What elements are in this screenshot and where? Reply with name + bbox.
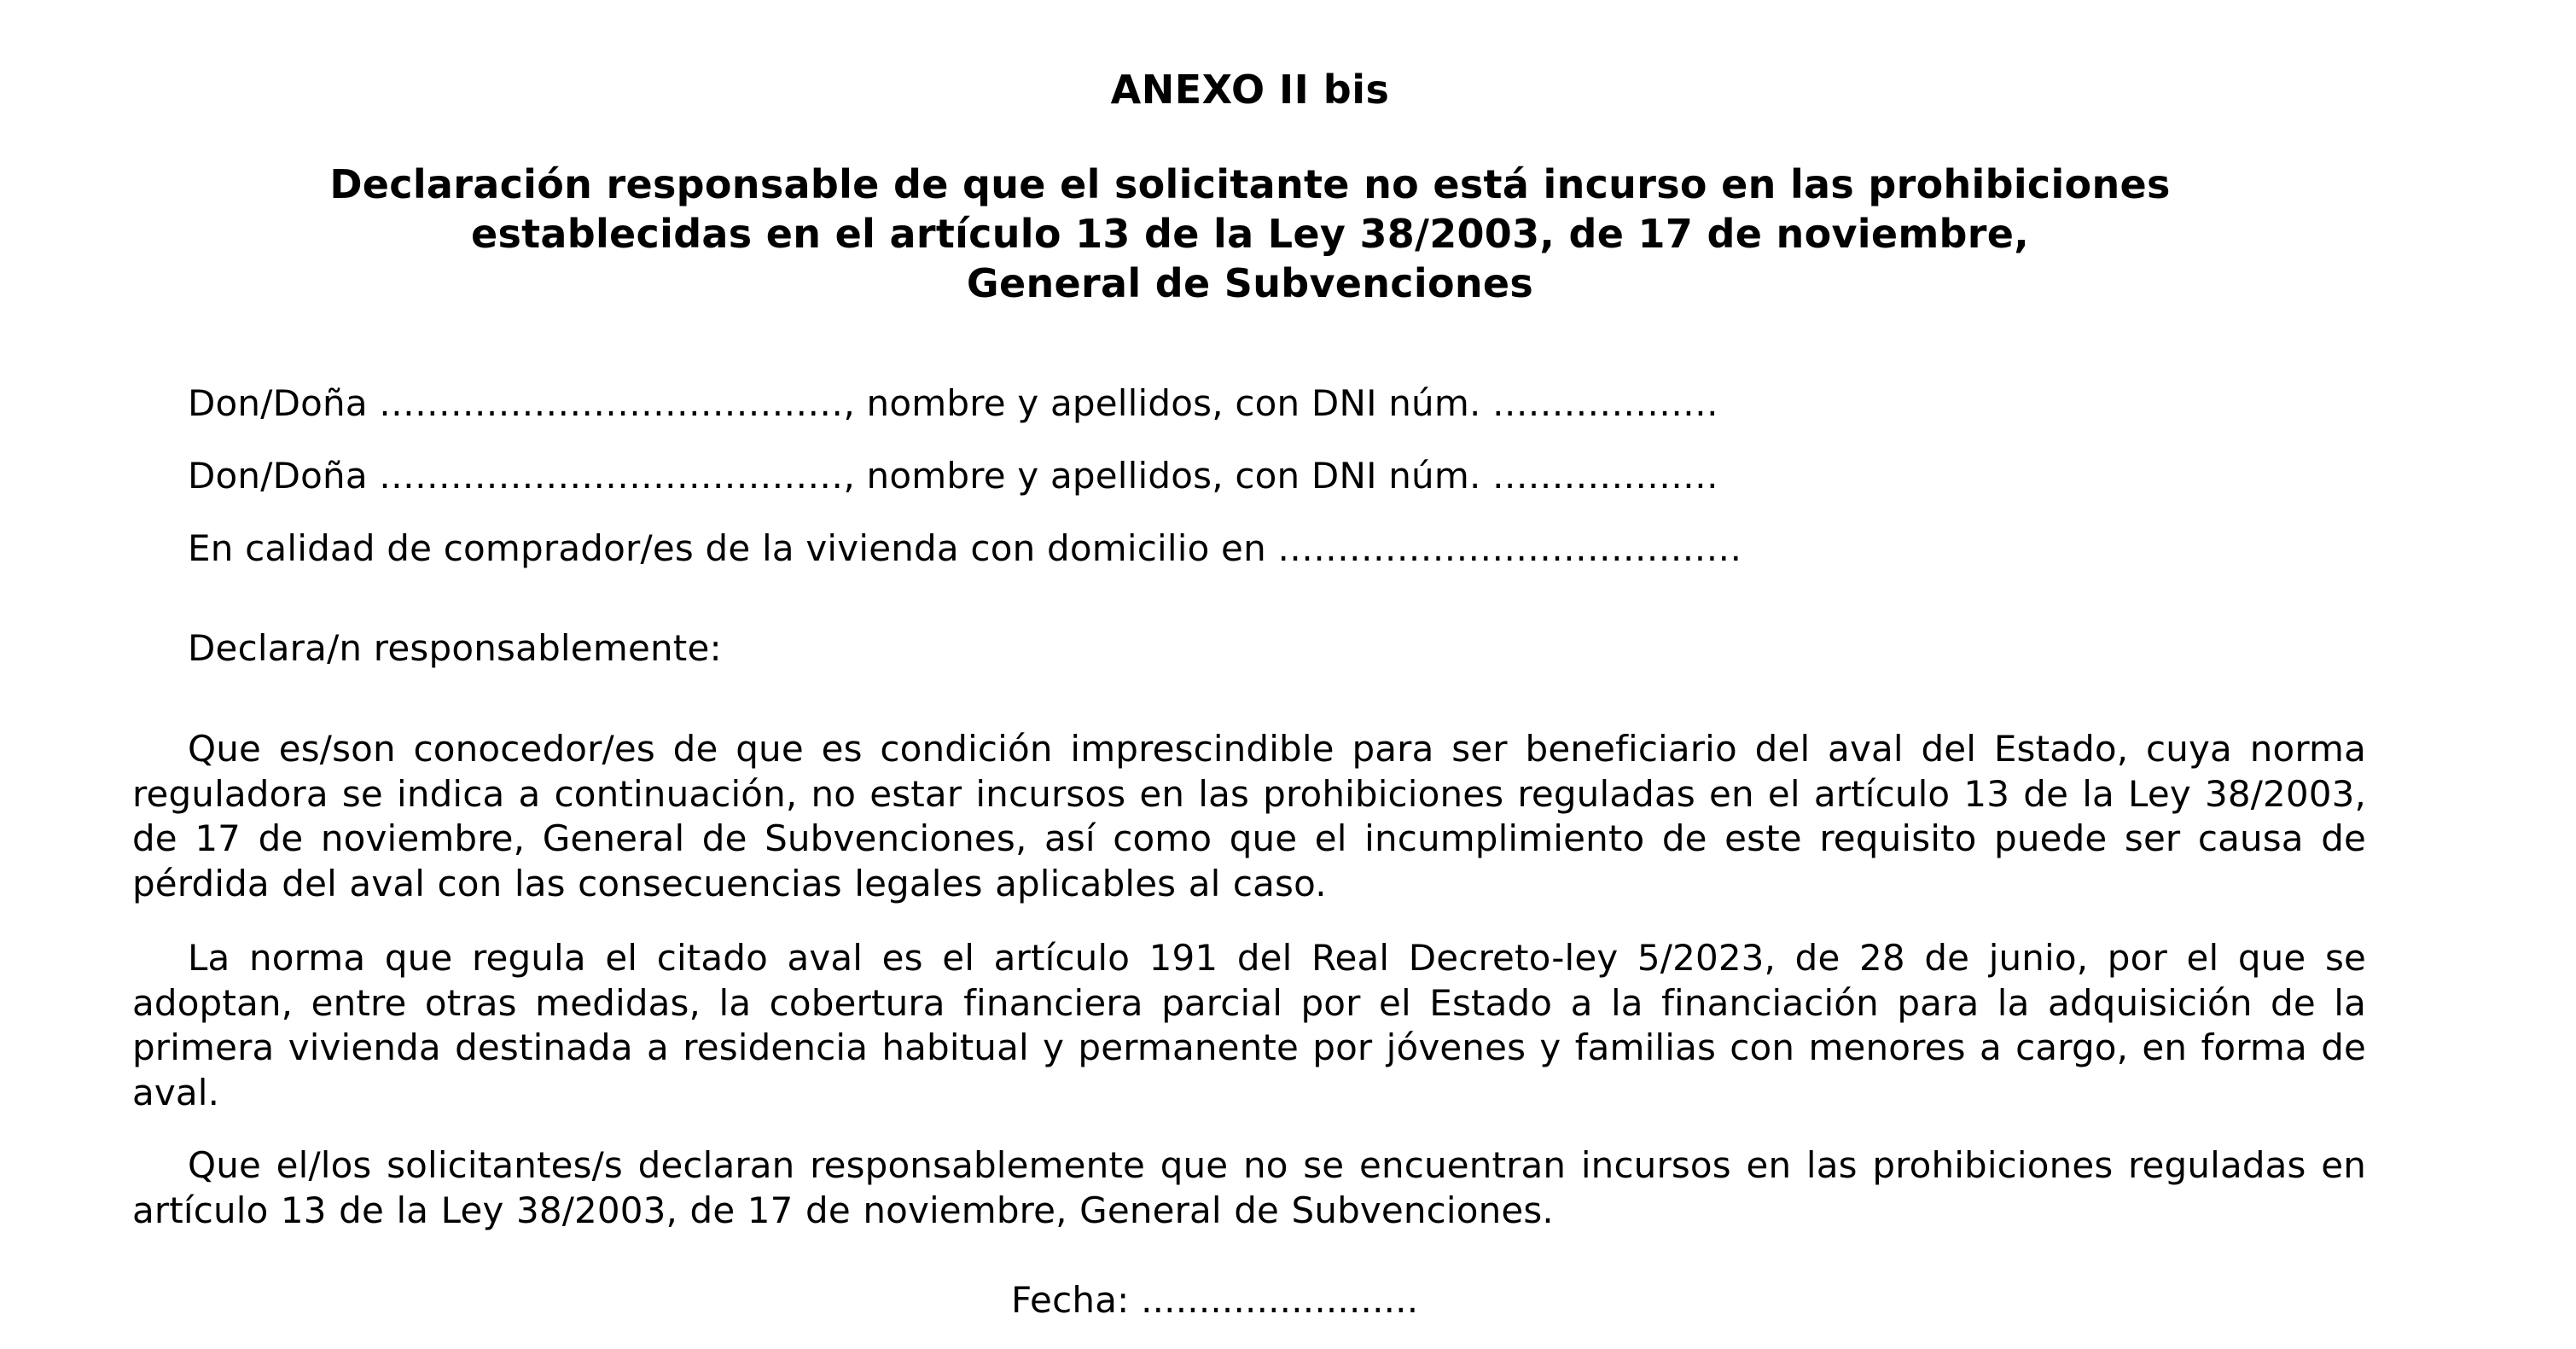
- paragraph-conditions: Que es/son conocedor/es de que es condición imprescindible para ser beneficiario del aval del Estado, cuya norma reguladora se indica a continuación, no estar incursos en las prohibiciones reguladas en el artículo 13 de la Ley 38/2003, de 17 de noviembre, General de Subvenciones, así como que el incumplimiento de este requisito puede ser causa de pérdida del aval con las consecuencias legales aplicables al caso.: [132, 728, 2366, 904]
- applicant-prefix: Don/Doña: [188, 455, 380, 497]
- address-prefix: En calidad de comprador/es de la vivienda con domicilio en: [188, 527, 1278, 569]
- applicant-prefix: Don/Doña: [188, 382, 380, 424]
- paragraph-declaration: Que el/los solicitantes/s declaran responsablemente que no se encuentran incursos en las prohibiciones reguladas en artículo 13 de la Ley 38/2003, de 17 de noviembre, General de Subvenciones.: [132, 1144, 2366, 1231]
- date-line: [1011, 1278, 1418, 1323]
- title-line: General de Subvenciones: [966, 260, 1534, 306]
- title-line: Declaración responsable de que el solicitante no está incurso en las prohibiciones: [329, 161, 2171, 207]
- applicant-name-blank[interactable]: .......................................: [379, 455, 844, 497]
- applicant-middle-text: , nombre y apellidos, con DNI núm.: [843, 455, 1493, 497]
- declares-label: Declara/n responsablemente:: [188, 627, 722, 669]
- address-line: [188, 526, 1742, 571]
- applicant-middle-text: , nombre y apellidos, con DNI núm.: [843, 382, 1493, 424]
- applicant-dni-blank[interactable]: ...................: [1492, 455, 1719, 497]
- applicant-dni-blank[interactable]: ...................: [1492, 382, 1719, 424]
- document-title: [0, 160, 2500, 308]
- address-blank[interactable]: .......................................: [1277, 527, 1742, 569]
- annex-title: ANEXO II bis: [1110, 67, 1390, 113]
- paragraph-regulation: La norma que regula el citado aval es el artículo 191 del Real Decreto-ley 5/2023, de 28 de junio, por el que se adoptan, entre otras medidas, la cobertura financiera parcial por el Estado a la financiación para la adquisición de la primera vivienda destinada a residencia habitual y permanente por jóvenes y familias con menores a cargo, en forma de aval.: [132, 937, 2366, 1114]
- applicant-line-1: [188, 381, 1718, 426]
- date-label: Fecha:: [1011, 1279, 1142, 1321]
- applicant-line-2: [188, 454, 1718, 498]
- title-line: establecidas en el artículo 13 de la Ley 38/2003, de 17 de noviembre,: [470, 211, 2030, 257]
- applicant-name-blank[interactable]: .......................................: [379, 382, 844, 424]
- date-blank[interactable]: ........................: [1141, 1279, 1419, 1321]
